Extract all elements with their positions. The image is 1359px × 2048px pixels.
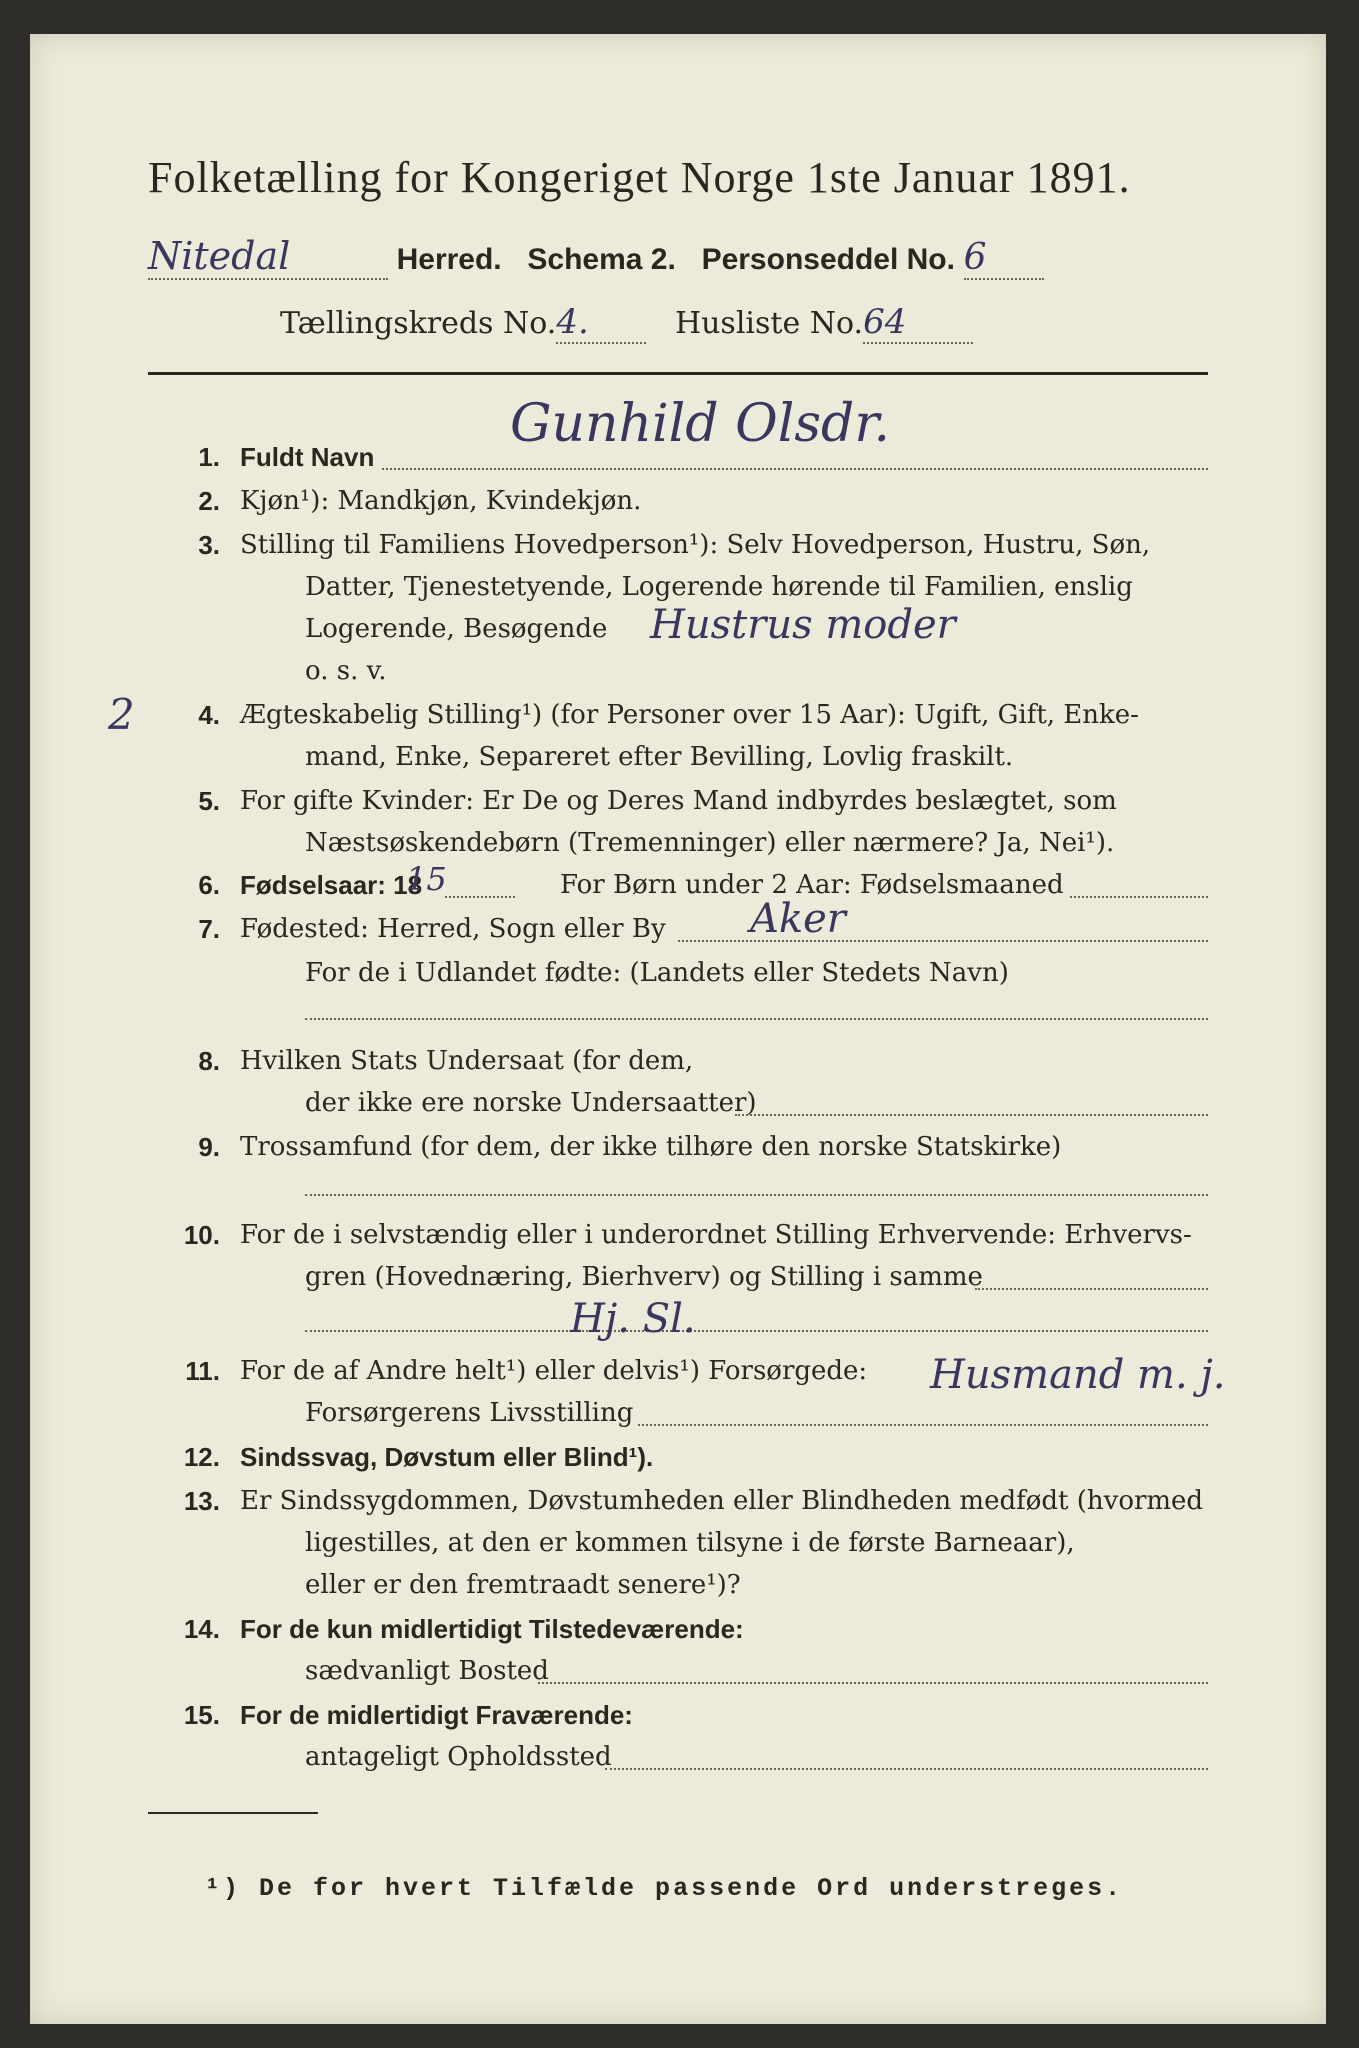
q13-line2: ligestilles, at den er kommen tilsyne i de første Barneaar), (305, 1528, 1075, 1558)
q7-foreign-line (305, 1018, 1208, 1020)
q10-answer: Hj. Sl. (570, 1296, 696, 1342)
q12-number: 12. (183, 1442, 220, 1472)
herred-value: Nitedal (148, 234, 388, 280)
q6-number: 6. (198, 870, 220, 900)
footnote-rule (148, 1812, 318, 1814)
q3-answer: Hustrus moder (650, 602, 956, 648)
q10-number: 10. (183, 1220, 220, 1250)
q7-line1: Fødested: Herred, Sogn eller By (240, 914, 666, 944)
q1-number: 1. (198, 442, 220, 472)
husliste-label: Husliste No. (674, 306, 864, 341)
q8-line1: Hvilken Stats Undersaat (for dem, (240, 1046, 694, 1076)
q11-number: 11. (185, 1356, 220, 1386)
q13-number: 13. (183, 1486, 220, 1516)
q3-number: 3. (198, 530, 220, 560)
q4-line2: mand, Enke, Separeret efter Bevilling, Lovlig fraskilt. (305, 742, 1014, 772)
q15-line1: For de midlertidigt Fraværende: (240, 1700, 633, 1730)
q1-answer: Gunhild Olsdr. (510, 394, 890, 454)
q5-line1: For gifte Kvinder: Er De og Deres Mand indbyrdes beslægtet, som (240, 786, 1117, 816)
form-title: Folketælling for Kongeriget Norge 1ste Januar 1891. (148, 153, 1131, 202)
q7-number: 7. (198, 914, 220, 944)
q8-answer-line (735, 1114, 1208, 1116)
q14-line2: sædvanligt Bosted (305, 1656, 549, 1686)
kreds-value: 4. (556, 302, 646, 344)
q10-line1: For de i selvstændig eller i underordnet Stilling Erhvervende: Erhvervs- (240, 1220, 1192, 1250)
q6-label2: For Børn under 2 Aar: Fødselsmaaned (560, 870, 1064, 900)
q4-line1: Ægteskabelig Stilling¹) (for Personer over 15 Aar): Ugift, Gift, Enke- (240, 700, 1139, 730)
footnote: ¹) De for hvert Tilfælde passende Ord understreges. (205, 1874, 1124, 1903)
q6-label: Fødselsaar: 18 (240, 870, 423, 900)
q14-answer-line (538, 1682, 1208, 1684)
herred-label: Herred. (396, 243, 502, 276)
q13-line1: Er Sindssygdommen, Døvstumheden eller Blindheden medfødt (hvormed (240, 1486, 1204, 1516)
q13-line3: eller er den fremtraadt senere¹)? (305, 1570, 741, 1600)
herred-line (148, 234, 1044, 280)
q3-line3: Logerende, Besøgende (305, 614, 608, 644)
schema-label: Schema 2. (527, 243, 676, 276)
q7-line2: For de i Udlandet fødte: (Landets eller Stedets Navn) (305, 958, 1009, 988)
q15-answer-line (605, 1768, 1208, 1770)
q11-answer: Husmand m. j. (930, 1352, 1226, 1398)
husliste-value: 64 (863, 302, 973, 344)
q14-line1: For de kun midlertidigt Tilstedeværende: (240, 1614, 744, 1644)
header-rule (148, 372, 1208, 375)
q6-month-line (1070, 896, 1208, 898)
q4-margin-note: 2 (108, 690, 135, 739)
personseddel-label: Personseddel No. (701, 243, 955, 276)
kreds-line (280, 302, 973, 344)
q6-answer: 15 (406, 860, 447, 898)
q14-number: 14. (183, 1614, 220, 1644)
q12-line1: Sindssvag, Døvstum eller Blind¹). (240, 1442, 654, 1472)
personseddel-value: 6 (964, 237, 1044, 280)
q4-number: 4. (198, 700, 220, 730)
q6-answer-line (445, 896, 515, 898)
q5-line2: Næstsøskendebørn (Tremenninger) eller nærmere? Ja, Nei¹). (305, 828, 1115, 858)
q3-line4: o. s. v. (305, 656, 387, 686)
q9-number: 9. (198, 1132, 220, 1162)
q11-line1: For de af Andre helt¹) eller delvis¹) Forsørgede: (240, 1356, 868, 1386)
q1-answer-line (382, 468, 1208, 470)
q8-number: 8. (198, 1046, 220, 1076)
q5-number: 5. (198, 786, 220, 816)
q15-line2: antageligt Opholdssted (305, 1742, 612, 1772)
q3-line1: Stilling til Familiens Hovedperson¹): Selv Hovedperson, Hustru, Søn, (240, 530, 1151, 560)
census-form (30, 34, 1326, 2024)
q10-answer-line2 (305, 1330, 1208, 1332)
q15-number: 15. (183, 1700, 220, 1730)
q2-label: Kjøn¹): Mandkjøn, Kvindekjøn. (240, 486, 642, 516)
q1-label: Fuldt Navn (240, 442, 375, 472)
q11-answer-line (638, 1424, 1208, 1426)
q8-line2: der ikke ere norske Undersaatter) (305, 1088, 757, 1118)
kreds-label: Tællingskreds No. (280, 306, 557, 341)
q3-line2: Datter, Tjenestetyende, Logerende hørende til Familien, enslig (305, 572, 1133, 602)
q11-line2: Forsørgerens Livsstilling (305, 1398, 634, 1428)
q10-line2: gren (Hovednæring, Bierhverv) og Stilling i samme (305, 1262, 983, 1292)
q2-number: 2. (198, 486, 220, 516)
q10-answer-line1 (975, 1288, 1208, 1290)
q7-answer: Aker (750, 896, 846, 942)
q9-line1: Trossamfund (for dem, der ikke tilhøre den norske Statskirke) (240, 1132, 1062, 1162)
q9-answer-line (305, 1194, 1208, 1196)
